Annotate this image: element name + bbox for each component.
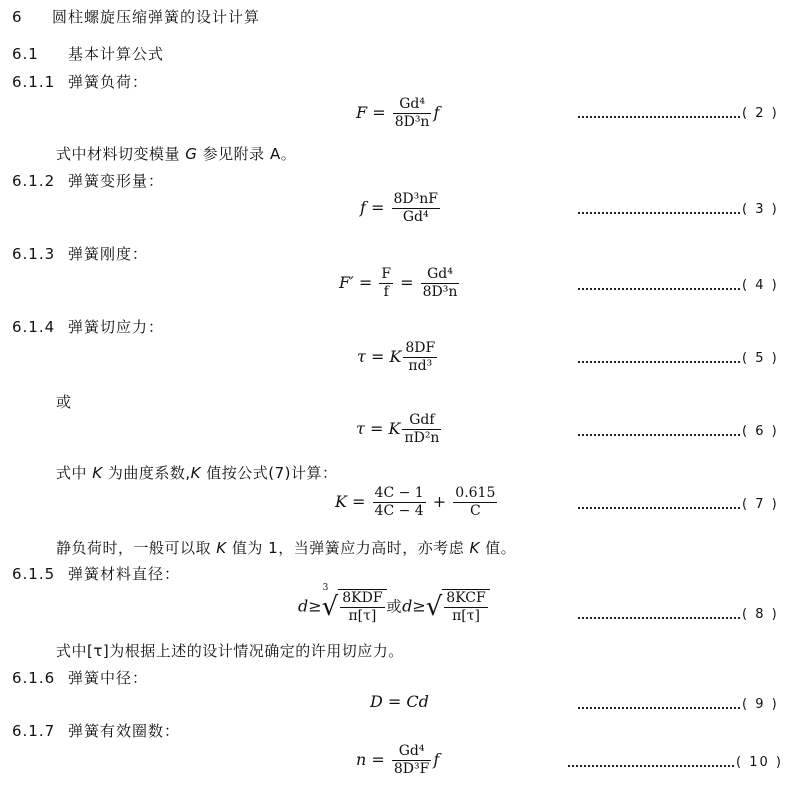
fraction: $\frac{4C - 1}{4C - 4}$ (374, 485, 424, 519)
fraction: $\frac{\text{Gd⁴}}{\text{8D³n}}$ (422, 266, 458, 300)
equation-5: τ = K $\frac{8DF}{\text{πd³}}$ (357, 340, 436, 374)
equation-number: ( 8 ) (742, 607, 779, 622)
equation-number: ( 10 ) (736, 755, 783, 770)
equation-number: ( 9 ) (742, 697, 779, 712)
fraction: $\frac{\text{8KDF}}{\pi[\tau]}$ (342, 590, 383, 624)
denominator: Gd⁴ (392, 208, 440, 226)
item-number: 6.1.1 (12, 73, 56, 91)
curvature-note: 式中 K 为曲度系数,K 值按公式(7)计算： (56, 464, 338, 482)
equation-9: D = Cd (370, 692, 429, 711)
equation-number: ( 3 ) (742, 202, 779, 217)
allowable-stress-note: 式中[τ]为根据上述的设计情况确定的许用切应力。 (56, 642, 404, 660)
fraction: $\frac{\text{8KCF}}{\pi[\tau]}$ (446, 590, 486, 624)
section-number: 6 (12, 8, 23, 26)
item-number: 6.1.7 (12, 722, 56, 740)
subsection-number: 6.1 (12, 45, 39, 63)
leader-dots (578, 507, 740, 509)
leader-dots (578, 434, 740, 436)
fraction: $\frac{F}{f}$ (381, 266, 392, 300)
fraction: $\frac{\text{Gd⁴}}{\text{8D³F}}$ (393, 743, 430, 777)
leader-dots (578, 707, 740, 709)
equation-10: n = $\frac{\text{Gd⁴}}{\text{8D³F}}$ f (356, 743, 440, 777)
shear-modulus-note: 式中材料切变模量 G 参见附录 A。 (56, 145, 297, 163)
item-heading (12, 316, 164, 337)
equation-number: ( 6 ) (742, 424, 779, 439)
item-title: 弹簧负荷： (68, 73, 149, 91)
item-heading (12, 170, 164, 191)
item-title: 弹簧刚度： (68, 245, 149, 263)
item-heading (12, 71, 148, 92)
cube-root: 3 √ $\frac{\text{8KDF}}{\pi[\tau]}$ (322, 589, 387, 625)
equation-4: F′ = $\frac{F}{f}$ = $\frac{\text{Gd⁴}}{\text{8D³n}}$ (339, 266, 458, 300)
square-root: √ $\frac{\text{8KCF}}{\pi[\tau]}$ (426, 589, 490, 625)
leader-dots (568, 765, 734, 767)
fraction: $\frac{\text{Gdf}}{\text{πD²n}}$ (404, 412, 440, 446)
equation-8: d≥ 3 √ $\frac{\text{8KDF}}{\pi[\tau]}$ 或d≥√ $\frac{\text{8KCF}}{\pi[\tau]}$ (298, 589, 490, 625)
section-heading (12, 6, 260, 27)
equation-2 (356, 96, 439, 131)
item-number: 6.1.4 (12, 318, 56, 336)
eq-tail: f (433, 103, 440, 122)
fraction: $\frac{8DF}{\text{πd³}}$ (405, 340, 436, 374)
fraction (392, 191, 440, 226)
denominator: 8D³n (394, 114, 430, 130)
equation-number: ( 4 ) (742, 278, 779, 293)
item-number: 6.1.5 (12, 565, 56, 583)
numerator: 8D³nF (393, 191, 438, 207)
equation-number: ( 7 ) (742, 497, 779, 512)
item-number: 6.1.6 (12, 669, 56, 687)
fraction (393, 96, 432, 131)
equation-3: f = $\frac{\text{8D³nF}}{\text{Gd⁴}}$ (360, 191, 438, 225)
item-title: 弹簧变形量： (68, 172, 165, 190)
subsection-heading (12, 43, 164, 64)
item-heading (12, 720, 180, 741)
leader-dots (578, 617, 740, 619)
item-number: 6.1.2 (12, 172, 56, 190)
leader-dots (578, 361, 740, 363)
item-title: 弹簧有效圈数： (68, 722, 181, 740)
equation-7: K = $\frac{4C - 1}{4C - 4}$ + $\frac{0.615}{C}$ (335, 485, 496, 519)
equation-6: τ = K $\frac{\text{Gdf}}{\text{πD²n}}$ (356, 412, 440, 446)
item-title: 弹簧中径： (68, 669, 149, 687)
equation-number: ( 2 ) (742, 106, 779, 121)
equation-number: ( 5 ) (742, 351, 779, 366)
item-heading (12, 243, 148, 264)
eq-sign: = (367, 103, 391, 122)
item-heading (12, 667, 148, 688)
numerator: Gd⁴ (399, 96, 425, 112)
subsection-title: 基本计算公式 (68, 45, 165, 63)
leader-dots (578, 116, 740, 118)
static-load-note: 静负荷时，一般可以取 K 值为 1，当弹簧应力高时，亦考虑 K 值。 (56, 539, 517, 557)
item-heading (12, 563, 180, 584)
leader-dots (578, 288, 740, 290)
section-title: 圆柱螺旋压缩弹簧的设计计算 (52, 8, 261, 26)
item-number: 6.1.3 (12, 245, 56, 263)
eq-lhs: F (356, 103, 368, 122)
leader-dots (578, 212, 740, 214)
item-title: 弹簧材料直径： (68, 565, 181, 583)
or-text: 或 (56, 393, 72, 411)
item-title: 弹簧切应力： (68, 318, 165, 336)
fraction: $\frac{0.615}{C}$ (455, 485, 496, 519)
